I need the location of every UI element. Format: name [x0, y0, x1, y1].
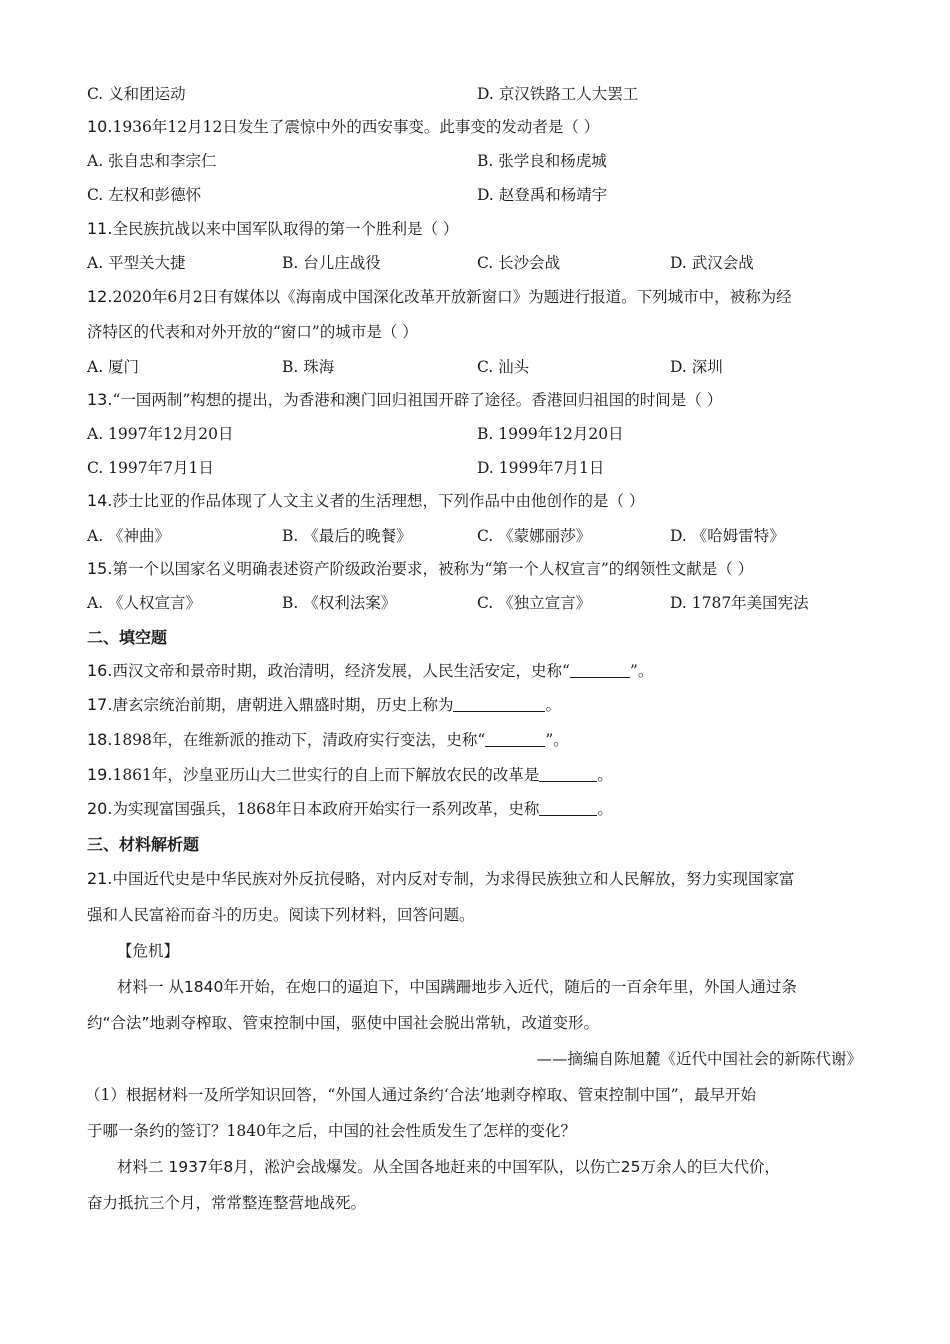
q15-stem	[87, 557, 753, 579]
q18-answer-blank[interactable]	[485, 732, 545, 747]
q16-stem	[87, 659, 653, 681]
q13-option-b: B. 1999年12月20日	[477, 425, 624, 443]
q10-option-d: D. 赵登禹和杨靖宇	[477, 186, 608, 204]
q11-option-d: D. 武汉会战	[670, 254, 754, 272]
q19-answer-blank[interactable]	[539, 767, 597, 782]
q16-number: 16.	[87, 661, 113, 680]
q12-text-line1: 2020年6月2日有媒体以《海南成中国深化改革开放新窗口》为题进行报道。下列城市中，被称为经	[112, 288, 792, 306]
q14-option-c: C. 《蒙娜丽莎》	[477, 527, 592, 545]
q20-number: 20.	[87, 799, 113, 818]
q20-answer-blank[interactable]	[539, 801, 597, 816]
q20-text-b: 。	[597, 800, 613, 818]
q21-material2-line1: 材料二 1937年8月，淞沪会战爆发。从全国各地赶来的中国军队，以伤亡25万余人的巨大代价，	[117, 1158, 780, 1176]
q14-option-a: A. 《神曲》	[87, 527, 171, 545]
q12-option-a: A. 厦门	[87, 358, 140, 376]
q10-option-c: C. 左权和彭德怀	[87, 186, 202, 204]
q14-text: 莎士比亚的作品体现了人文主义者的生活理想，下列作品中由他创作的是（ ）	[112, 492, 645, 510]
q16-text-b: ”。	[629, 662, 654, 680]
q16-answer-blank[interactable]	[570, 663, 630, 678]
q13-text: “一国两制”构想的提出，为香港和澳门回归祖国开辟了途径。香港回归祖国的时间是（ ）	[112, 391, 723, 409]
q12-stem	[87, 285, 792, 307]
q11-text: 全民族抗战以来中国军队取得的第一个胜利是（ ）	[112, 220, 459, 238]
q14-number: 14.	[87, 491, 113, 510]
q15-option-a: A. 《人权宣言》	[87, 594, 202, 612]
q19-stem	[87, 763, 613, 785]
q10-text: 1936年12月12日发生了震惊中外的西安事变。此事变的发动者是（ ）	[112, 118, 600, 136]
q14-stem	[87, 489, 644, 511]
q18-number: 18.	[87, 730, 113, 749]
q9-option-c: C. 义和团运动	[87, 85, 186, 103]
q21-sub1-line2: 于哪一条约的签订？1840年之后，中国的社会性质发生了怎样的变化？	[87, 1122, 576, 1140]
q17-number: 17.	[87, 695, 113, 714]
section-fill-in-heading: 二、填空题	[87, 628, 168, 647]
q11-option-a: A. 平型关大捷	[87, 254, 186, 272]
q12-option-c: C. 汕头	[477, 358, 530, 376]
q19-text-b: 。	[597, 766, 613, 784]
q11-option-c: C. 长沙会战	[477, 254, 561, 272]
q14-option-d: D. 《哈姆雷特》	[670, 527, 785, 545]
q10-stem	[87, 115, 599, 137]
q11-option-b: B. 台儿庄战役	[282, 254, 381, 272]
section-material-heading: 三、材料解析题	[87, 835, 200, 854]
q19-number: 19.	[87, 765, 113, 784]
q21-stem	[87, 867, 794, 889]
q16-text-a: 西汉文帝和景帝时期，政治清明，经济发展，人民生活安定，史称“	[112, 662, 570, 680]
q13-option-c: C. 1997年7月1日	[87, 459, 214, 477]
q15-option-b: B. 《权利法案》	[282, 594, 397, 612]
q9-option-d: D. 京汉铁路工人大罢工	[477, 85, 639, 103]
q21-number: 21.	[87, 869, 113, 888]
q17-answer-blank[interactable]	[453, 697, 545, 712]
q21-material1-line1: 材料一 从1840年开始，在炮口的逼迫下，中国蹒跚地步入近代，随后的一百余年里，外国人通过条	[117, 978, 797, 996]
q12-number: 12.	[87, 287, 113, 306]
q13-option-a: A. 1997年12月20日	[87, 425, 234, 443]
q10-option-a: A. 张自忠和李宗仁	[87, 152, 217, 170]
q10-option-b: B. 张学良和杨虎城	[477, 152, 607, 170]
q21-sub1-line1: （1）根据材料一及所学知识回答，“外国人通过条约‘合法’地剥夺榨取、管束控制中国”，最早开始	[85, 1086, 757, 1104]
q13-number: 13.	[87, 390, 113, 409]
q12-option-b: B. 珠海	[282, 358, 335, 376]
q21-text-line1: 中国近代史是中华民族对外反抗侵略，对内反对专制，为求得民族独立和人民解放，努力实现国家富	[112, 870, 795, 888]
q15-option-c: C. 《独立宣言》	[477, 594, 592, 612]
q18-text-b: ”。	[545, 731, 569, 749]
q20-stem	[87, 797, 613, 819]
q21-material2-line2: 奋力抵抗三个月，常常整连整营地战死。	[87, 1194, 367, 1212]
q17-text-b: 。	[545, 696, 561, 714]
q17-text-a: 唐玄宗统治前期，唐朝进入鼎盛时期，历史上称为	[112, 696, 454, 714]
q18-text-a: 1898年，在维新派的推动下，清政府实行变法，史称“	[112, 731, 486, 749]
q19-text-a: 1861年，沙皇亚历山大二世实行的自上而下解放农民的改革是	[112, 766, 540, 784]
q21-material1-source: ——摘编自陈旭麓《近代中国社会的新陈代谢》	[536, 1050, 862, 1068]
q13-stem	[87, 388, 722, 410]
q15-option-d: D. 1787年美国宪法	[670, 594, 809, 612]
q21-text-line2: 强和人民富裕而奋斗的历史。阅读下列材料，回答问题。	[87, 906, 475, 924]
q20-text-a: 为实现富国强兵，1868年日本政府开始实行一系列改革，史称	[112, 800, 540, 818]
q11-stem	[87, 217, 458, 239]
q12-text-line2: 济特区的代表和对外开放的“窗口”的城市是（ ）	[87, 323, 418, 341]
q12-option-d: D. 深圳	[670, 358, 723, 376]
q18-stem	[87, 728, 569, 750]
q17-stem	[87, 693, 561, 715]
q10-number: 10.	[87, 117, 113, 136]
q15-number: 15.	[87, 559, 113, 578]
q21-crisis-heading: 【危机】	[117, 942, 180, 960]
q11-number: 11.	[87, 219, 113, 238]
q14-option-b: B. 《最后的晚餐》	[282, 527, 412, 545]
q21-material1-line2: 约“合法”地剥夺榨取、管束控制中国，驱使中国社会脱出常轨，改道变形。	[87, 1014, 600, 1032]
q13-option-d: D. 1999年7月1日	[477, 459, 605, 477]
q15-text: 第一个以国家名义明确表述资产阶级政治要求，被称为“第一个人权宣言”的纲领性文献是（ ）	[112, 560, 754, 578]
